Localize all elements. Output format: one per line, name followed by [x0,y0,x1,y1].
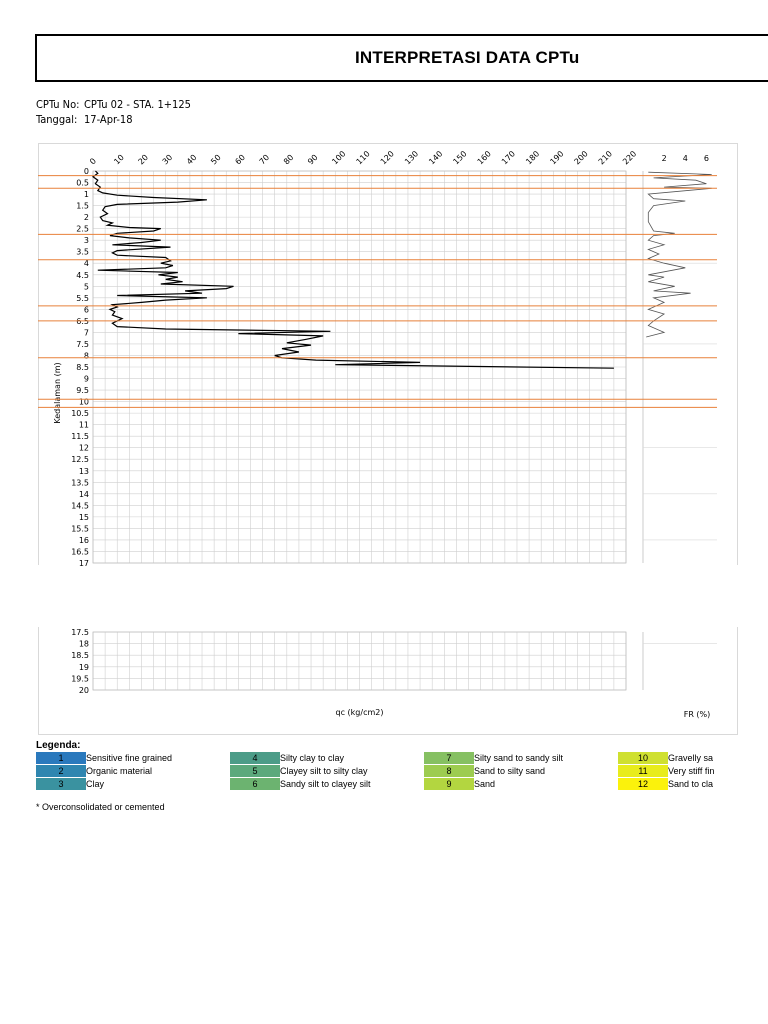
fr-axis-title: FR (%) [683,710,711,719]
legend-label: Gravelly sa [668,753,714,763]
legend-label: Sandy silt to clayey silt [280,779,371,789]
legend-swatch: 4 [230,752,280,764]
legend-swatch: 1 [36,752,86,764]
cptu-number-value: CPTu 02 - STA. 1+125 [84,98,191,111]
x-tick-label: 190 [548,149,566,167]
x-tick-label: 10 [112,152,126,167]
y-tick-label: 12.5 [71,455,89,465]
x-tick-label: 80 [281,152,296,167]
y-tick-label: 3.5 [76,247,89,257]
x-tick-label: 220 [621,149,639,167]
y-tick-label: 12 [78,443,89,453]
date-label: Tanggal: [36,113,78,126]
y-tick-label: 5 [83,282,89,292]
x-tick-label: 50 [209,152,223,167]
x-tick-label: 100 [330,149,348,167]
y-tick-label: 9.5 [76,386,89,396]
x-axis-title: qc (kg/cm2) [335,708,384,717]
legend-label: Sand [474,779,496,789]
y-tick-label: 15.5 [71,524,89,534]
y-tick-label: 14.5 [71,501,89,511]
y-tick-label: 7 [83,328,89,338]
x-tick-label: 170 [499,149,518,167]
y-tick-label: 16.5 [71,547,89,557]
legend-item [618,778,768,790]
legend-label: Sand to silty sand [474,766,546,776]
legend-label: Clayey silt to silty clay [280,766,368,776]
y-tick-label: 19 [78,662,89,672]
chart-gap [0,565,768,627]
x-tick-label: 30 [160,152,175,167]
x-tick-label: 120 [378,149,396,167]
legend-item [424,752,618,764]
y-tick-label: 1 [83,190,89,200]
legend-label: Silty clay to clay [280,753,345,763]
y-tick-label: 18 [78,639,89,649]
x-tick-label: 180 [524,149,542,167]
legend-item [36,752,230,764]
legend-item [230,752,424,764]
y-tick-label: 17.5 [71,628,89,637]
fr-tick-label: 4 [682,154,688,163]
legend-swatch: 2 [36,765,86,777]
legend-swatch: 7 [424,752,474,764]
y-tick-label: 0.5 [76,178,89,188]
x-tick-label: 160 [475,149,493,167]
x-tick-label: 200 [572,149,590,167]
cptu-number-label: CPTu No: [36,98,80,111]
y-tick-label: 1.5 [76,201,89,211]
legend-item [36,778,230,790]
legend-item [36,765,230,777]
legend-swatch: 6 [230,778,280,790]
fr-tick-label: 6 [703,154,709,163]
legend-item [424,778,618,790]
x-tick-label: 130 [403,149,421,167]
legend-item [230,765,424,777]
y-tick-label: 10 [78,397,89,407]
legend-label: Organic material [86,766,153,776]
legend-label: Silty sand to sandy silt [474,753,564,763]
fr-tick-label: 2 [661,154,667,163]
x-tick-label: 0 [88,156,99,167]
x-tick-label: 110 [354,149,372,167]
legend-label: Very stiff fin [668,766,715,776]
y-tick-label: 19.5 [71,674,89,684]
y-tick-label: 7.5 [76,339,89,349]
legend-item [424,765,618,777]
legend-swatch: 5 [230,765,280,777]
x-tick-label: 70 [257,152,272,167]
legend-item [618,765,768,777]
y-tick-label: 3 [83,236,89,246]
y-tick-label: 8 [83,351,89,361]
legend-item [618,752,768,764]
legend-title: Legenda: [36,740,81,751]
y-axis-title: Kedalaman (m) [53,362,62,424]
y-tick-label: 11 [78,420,89,430]
legend-swatch: 9 [424,778,474,790]
y-tick-label: 11.5 [71,432,89,442]
y-tick-label: 5.5 [76,293,89,303]
legend-swatch: 11 [618,765,668,777]
y-tick-label: 15 [78,512,89,522]
y-tick-label: 10.5 [71,409,89,419]
legend-swatch: 3 [36,778,86,790]
y-tick-label: 9 [83,374,89,384]
legend-item [230,778,424,790]
x-tick-label: 140 [427,149,445,167]
fr-series-line [646,172,712,337]
legend-swatch: 8 [424,765,474,777]
legend-label: Sensitive fine grained [86,753,173,763]
y-tick-label: 13.5 [71,478,89,488]
y-tick-label: 17 [78,559,89,568]
y-tick-label: 0 [83,167,89,176]
x-tick-label: 60 [233,152,247,167]
y-tick-label: 2 [83,213,89,223]
page-title: INTERPRETASI DATA CPTu [355,48,580,67]
legend-label: Clay [86,779,105,789]
y-tick-label: 2.5 [76,224,89,234]
y-tick-label: 6.5 [76,316,89,326]
qc-series-line [93,171,614,368]
x-tick-label: 40 [184,152,199,167]
x-tick-label: 150 [451,149,469,167]
legend-swatch: 10 [618,752,668,764]
y-tick-label: 16 [78,535,89,545]
y-tick-label: 6 [83,305,89,315]
y-tick-label: 14 [78,489,89,499]
x-tick-label: 210 [596,149,614,167]
y-tick-label: 13 [78,466,89,476]
legend-swatch: 12 [618,778,668,790]
y-tick-label: 4.5 [76,270,89,280]
y-tick-label: 8.5 [76,363,89,372]
x-tick-label: 90 [306,152,320,167]
x-tick-label: 20 [136,152,151,167]
y-tick-label: 18.5 [71,651,89,661]
y-tick-label: 4 [83,259,89,269]
y-tick-label: 20 [78,686,89,695]
date-value: 17-Apr-18 [84,113,133,126]
legend-label: Sand to cla [668,779,714,789]
legend-note: * Overconsolidated or cemented [36,802,165,812]
